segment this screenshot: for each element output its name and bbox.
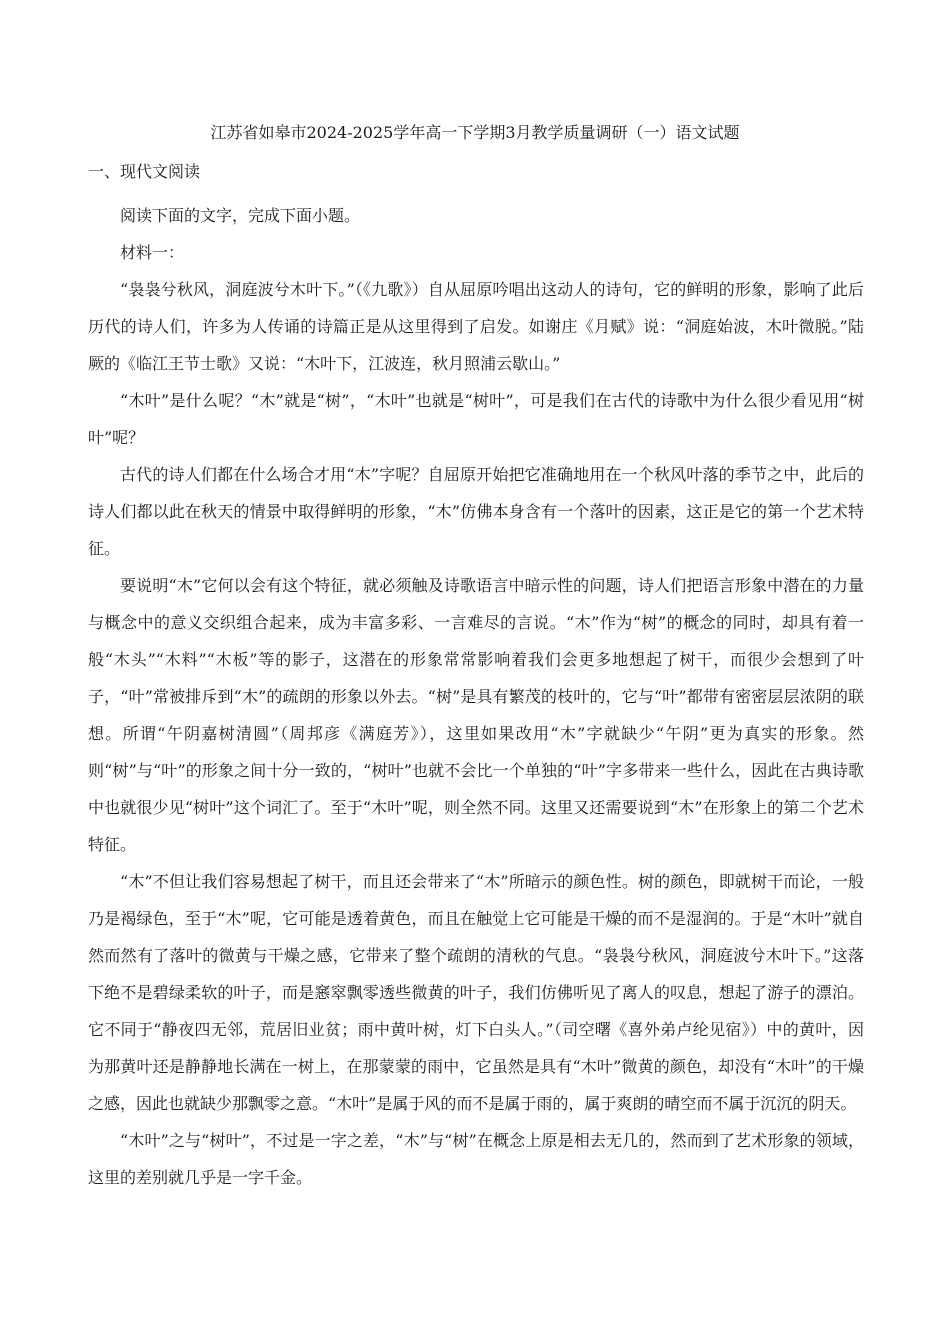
document-title: 江苏省如皋市2024-2025学年高一下学期3月教学质量调研（一）语文试题 [210,123,740,142]
instruction-text: 阅读下面的文字，完成下面小题。 [120,206,361,225]
paragraph: “木叶”是什么呢？“木”就是“树”，“木叶”也就是“树叶”，可是我们在古代的诗歌中为什么很少看见用“树叶”呢？ [88,391,864,447]
paragraph: “袅袅兮秋风，洞庭波兮木叶下。”（《九歌》）自从屈原吟唱出这动人的诗句，它的鲜明的形象，影响了此后历代的诗人们，许多为人传诵的诗篇正是从这里得到了启发。如谢庄《月赋》说：“洞庭始波，木叶微脱。”陆厥的《临江王节士歌》又说：“木叶下，江波连，秋月照浦云歇山。” [88,280,864,373]
paragraph: 古代的诗人们都在什么场合才用“木”字呢？自屈原开始把它准确地用在一个秋风叶落的季节之中，此后的诗人们都以此在秋天的情景中取得鲜明的形象，“木”仿佛本身含有一个落叶的因素，这正是它的第一个艺术特征。 [88,465,864,558]
paragraph: 要说明“木”它何以会有这个特征，就必须触及诗歌语言中暗示性的问题，诗人们把语言形象中潜在的力量与概念中的意义交织组合起来，成为丰富多彩、一言难尽的言说。“木”作为“树”的概念的同时，却具有着一般“木头”“木料”“木板”等的影子，这潜在的形象常常影响着我们会更多地想起了树干，而很少会想到了叶子，“叶”常被排斥到“木”的疏朗的形象以外去。“树”是具有繁茂的枝叶的，它与“叶”都带有密密层层浓阴的联想。所谓“午阴嘉树清圆”（周邦彦《满庭芳》），这里如果改用“木”字就缺少“午阴”更为真实的形象。然则“树”与“叶”的形象之间十分一致的，“树叶”也就不会比一个单独的“叶”字多带来一些什么，因此在古典诗歌中也就很少见“树叶”这个词汇了。至于“木叶”呢，则全然不同。这里又还需要说到“木”在形象上的第二个艺术特征。 [88,576,864,854]
paragraph: “木叶”之与“树叶”，不过是一字之差，“木”与“树”在概念上原是相去无几的，然而到了艺术形象的领域，这里的差别就几乎是一字千金。 [88,1131,864,1187]
section-heading: 一、现代文阅读 [88,162,201,181]
material-label: 材料一： [120,243,185,262]
paragraph: “木”不但让我们容易想起了树干，而且还会带来了“木”所暗示的颜色性。树的颜色，即就树干而论，一般乃是褐绿色，至于“木”呢，它可能是透着黄色，而且在触觉上它可能是干燥的而不是湿润的。于是“木叶”就自然而然有了落叶的微黄与干燥之感，它带来了整个疏朗的清秋的气息。“袅袅兮秋风，洞庭波兮木叶下。”这落下绝不是碧绿柔软的叶子，而是窸窣飘零透些微黄的叶子，我们仿佛听见了离人的叹息，想起了游子的漂泊。它不同于“静夜四无邻，荒居旧业贫；雨中黄叶树，灯下白头人。”（司空曙《喜外弟卢纶见宿》）中的黄叶，因为那黄叶还是静静地长满在一树上，在那蒙蒙的雨中，它虽然是具有“木叶”微黄的颜色，却没有“木叶”的干燥之感，因此也就缺少那飘零之意。“木叶”是属于风的而不是属于雨的，属于爽朗的晴空而不属于沉沉的阴天。 [88,872,864,1113]
reading-passage [88,197,864,1196]
